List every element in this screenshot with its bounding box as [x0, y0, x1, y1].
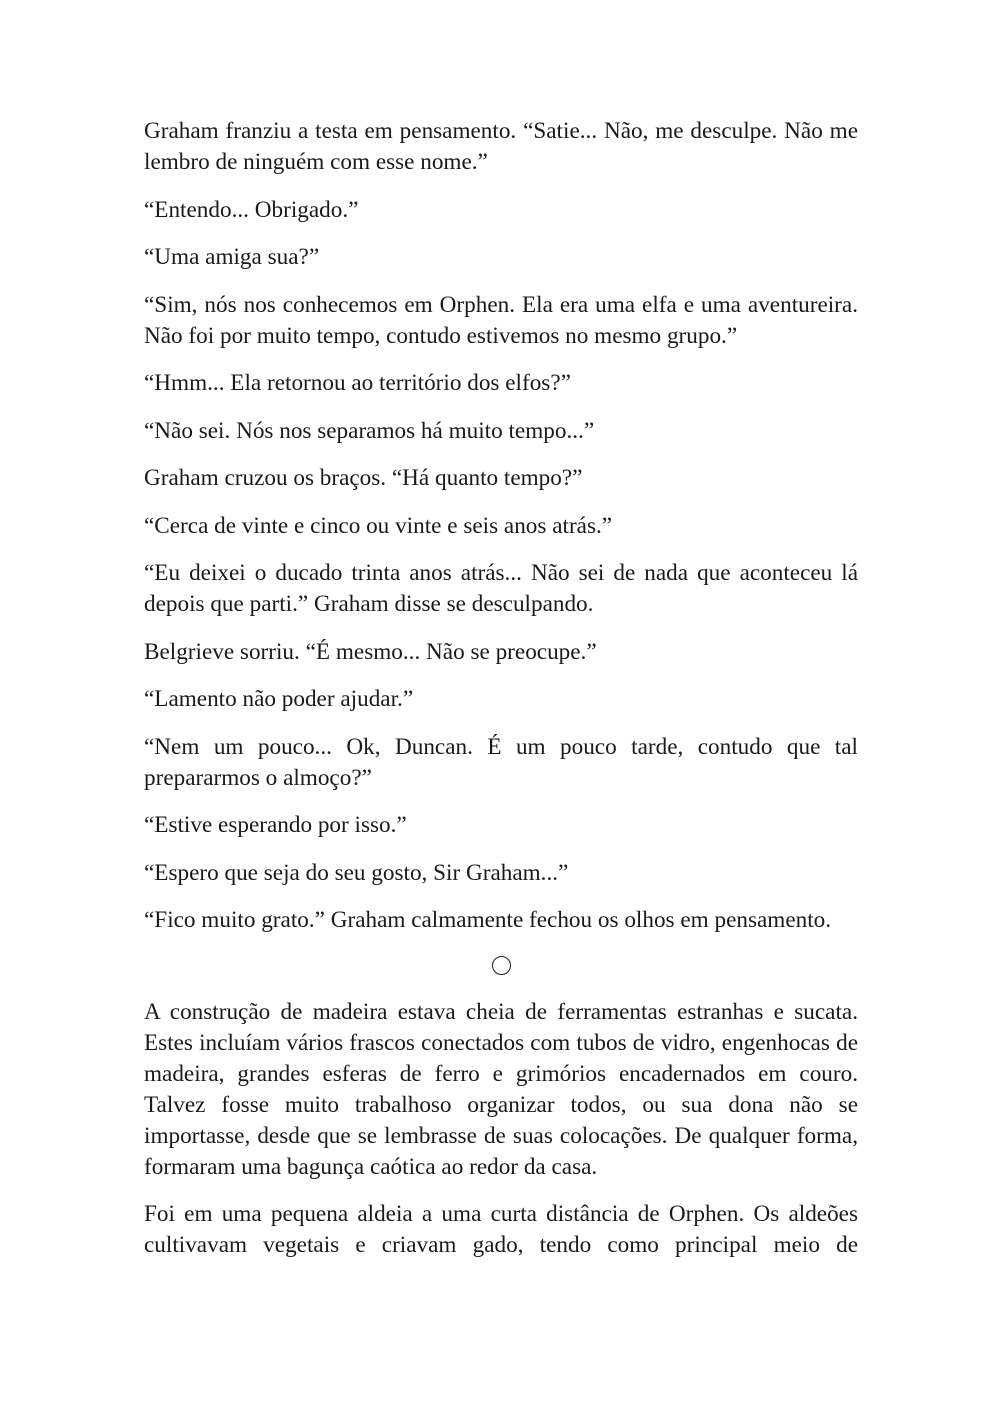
paragraph: Graham franziu a testa em pensamento. “Satie... Não, me desculpe. Não me lembro de ninguém com esse nome.”: [144, 118, 858, 175]
paragraph: “Espero que seja do seu gosto, Sir Graham...”: [144, 859, 569, 886]
paragraph: “Eu deixei o ducado trinta anos atrás... Não sei de nada que aconteceu lá depois que parti.” Graham disse se desculpando.: [144, 560, 858, 617]
paragraph: Graham cruzou os braços. “Há quanto tempo?”: [144, 465, 583, 491]
paragraph: “Entendo... Obrigado.”: [144, 196, 359, 223]
document-page: [144, 116, 858, 1278]
paragraph: “Sim, nós nos conhecemos em Orphen. Ela era uma elfa e uma aventureira. Não foi por muito tempo, contudo estivemos no mesmo grupo.”: [144, 291, 858, 349]
paragraph: “Hmm... Ela retornou ao território dos elfos?”: [144, 370, 571, 396]
paragraph: “Nem um pouco... Ok, Duncan. É um pouco tarde, contudo que tal prepararmos o almoço?”: [144, 733, 858, 791]
paragraph: “Estive esperando por isso.”: [144, 812, 407, 838]
circle-icon: [492, 956, 511, 975]
paragraph-continued: Foi em uma pequena aldeia a uma curta distância de Orphen. Os aldeões cultivavam vegetais e criavam gado, tendo como principal meio de: [144, 1201, 858, 1258]
paragraph: “Não sei. Nós nos separamos há muito tempo...”: [144, 417, 595, 444]
paragraph: “Fico muito grato.” Graham calmamente fechou os olhos em pensamento.: [144, 907, 832, 933]
scene-break: [144, 953, 858, 979]
paragraph: Belgrieve sorriu. “É mesmo... Não se preocupe.”: [144, 638, 597, 665]
paragraph: A construção de madeira estava cheia de ferramentas estranhas e sucata. Estes incluíam vários frascos conectados com tubos de vidro, engenhocas de madeira, grandes esferas de ferro e grimórios encadernados em couro. Talvez fosse muito trabalhoso organizar todos, ou sua dona não se importasse, desde que se lembrasse de suas colocações. De qualquer forma, formaram uma bagunça caótica ao redor da casa.: [144, 998, 858, 1180]
paragraph: “Uma amiga sua?”: [144, 244, 320, 270]
paragraph: “Cerca de vinte e cinco ou vinte e seis anos atrás.”: [144, 512, 613, 539]
paragraph: “Lamento não poder ajudar.”: [144, 686, 414, 712]
